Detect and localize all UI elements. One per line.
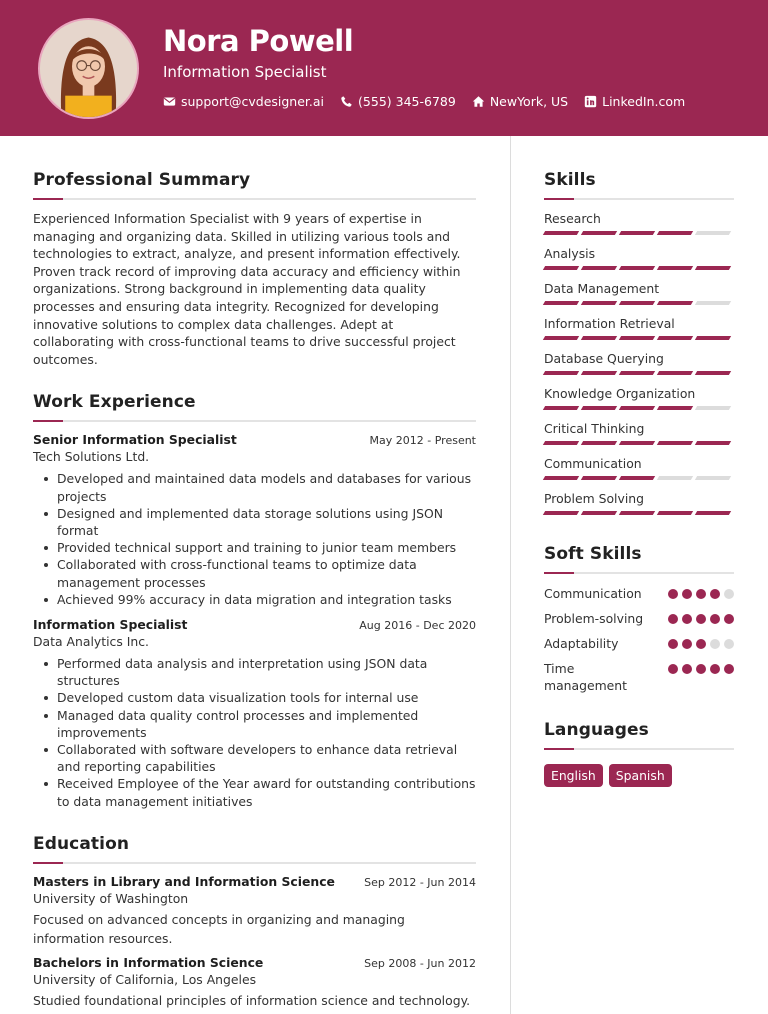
job-date: Aug 2016 - Dec 2020	[359, 618, 476, 632]
skill-level-segment	[619, 231, 655, 235]
skills-heading: Skills	[544, 170, 596, 190]
skill-level-bar	[544, 266, 734, 270]
summary-heading: Professional Summary	[33, 170, 251, 190]
soft-skill-rating	[668, 610, 734, 624]
education-description: Studied foundational principles of information science and technology.	[33, 992, 471, 1008]
skill-level-segment	[695, 301, 731, 305]
rating-dot	[696, 639, 706, 649]
main-column	[33, 170, 476, 1010]
skill-level-segment	[695, 406, 731, 410]
soft-skill-rating	[668, 660, 734, 674]
soft-skills-heading: Soft Skills	[544, 544, 642, 564]
skill-name: Problem Solving	[544, 491, 644, 506]
rating-dot	[682, 614, 692, 624]
contact-email[interactable]	[163, 94, 324, 109]
skill-level-segment	[657, 231, 693, 235]
candidate-name: Nora Powell	[163, 24, 354, 58]
skill-level-segment	[657, 406, 693, 410]
soft-skill-item	[544, 660, 734, 694]
rating-dot	[710, 614, 720, 624]
rating-dot	[668, 589, 678, 599]
skill-level-segment	[581, 406, 617, 410]
section-divider	[544, 572, 734, 574]
skill-level-bar	[544, 371, 734, 375]
education-school: University of Washington	[33, 890, 189, 906]
contact-phone[interactable]	[340, 94, 456, 109]
job-bullet: Received Employee of the Year award for outstanding contributions to data management initiatives	[43, 775, 476, 809]
rating-dot	[696, 614, 706, 624]
skill-level-bar	[544, 476, 734, 480]
skill-item	[544, 316, 734, 340]
skill-level-bar	[544, 441, 734, 445]
job-entry	[33, 617, 476, 810]
skill-name: Information Retrieval	[544, 316, 675, 331]
skill-item	[544, 421, 734, 445]
education-entry	[33, 955, 476, 1010]
contact-bar	[163, 94, 685, 109]
skill-level-segment	[657, 301, 693, 305]
skill-level-segment	[619, 336, 655, 340]
skill-level-segment	[581, 371, 617, 375]
job-bullet: Performed data analysis and interpretation using JSON data structures	[43, 655, 476, 689]
job-bullet: Developed and maintained data models and databases for various projects	[43, 470, 476, 504]
rating-dot	[696, 589, 706, 599]
profile-photo	[38, 18, 139, 119]
job-title: Information Specialist	[33, 616, 188, 632]
skill-level-segment	[657, 476, 693, 480]
rating-dot	[668, 614, 678, 624]
job-company: Tech Solutions Ltd.	[33, 449, 150, 465]
rating-dot	[724, 614, 734, 624]
job-date: May 2012 - Present	[369, 434, 476, 448]
contact-location	[472, 94, 568, 109]
skill-level-segment	[695, 371, 731, 375]
skills-section	[544, 170, 734, 515]
skill-name: Data Management	[544, 281, 660, 296]
section-divider	[33, 862, 476, 864]
home-icon	[472, 95, 485, 108]
job-bullet: Achieved 99% accuracy in data migration and integration tasks	[43, 591, 476, 608]
skill-level-segment	[543, 511, 579, 515]
skill-level-segment	[581, 511, 617, 515]
job-bullet: Managed data quality control processes and implemented improvements	[43, 707, 476, 741]
skill-level-segment	[543, 231, 579, 235]
skills-list	[544, 211, 734, 515]
skill-level-segment	[695, 266, 731, 270]
rating-dot	[710, 639, 720, 649]
education-date: Sep 2012 - Jun 2014	[364, 875, 476, 889]
education-description: Focused on advanced concepts in organizing and managing information resources.	[33, 911, 405, 946]
skill-level-segment	[619, 266, 655, 270]
contact-location-text: NewYork, US	[489, 94, 569, 109]
phone-icon	[340, 95, 353, 108]
rating-dot	[724, 664, 734, 674]
skill-item	[544, 491, 734, 515]
linkedin-icon	[584, 95, 597, 108]
education-degree: Bachelors in Information Science	[33, 954, 264, 970]
language-tags	[544, 764, 734, 787]
soft-skill-name: Time management	[544, 661, 628, 693]
experience-heading: Work Experience	[33, 392, 196, 413]
skill-level-segment	[657, 336, 693, 340]
skill-item	[544, 351, 734, 375]
job-bullet: Collaborated with cross-functional teams to optimize data management processes	[43, 556, 476, 590]
skill-level-segment	[619, 406, 655, 410]
skill-level-segment	[581, 336, 617, 340]
languages-section	[544, 720, 734, 787]
skill-level-segment	[543, 441, 579, 445]
section-divider	[544, 748, 734, 750]
skill-level-segment	[619, 371, 655, 375]
skill-level-segment	[619, 511, 655, 515]
skill-level-segment	[657, 266, 693, 270]
profile-photo-image	[40, 20, 137, 117]
skill-level-segment	[695, 231, 731, 235]
experience-section	[33, 392, 476, 809]
job-bullets	[43, 470, 476, 608]
education-entry	[33, 874, 476, 948]
soft-skills-list	[544, 574, 734, 694]
skill-level-segment	[543, 406, 579, 410]
rating-dot	[724, 589, 734, 599]
section-divider	[544, 198, 734, 200]
summary-section	[33, 170, 476, 368]
skill-item	[544, 246, 734, 270]
skill-level-segment	[543, 371, 579, 375]
contact-linkedin-text: LinkedIn.com	[602, 94, 686, 109]
soft-skill-name: Problem-solving	[544, 611, 644, 626]
skill-level-segment	[581, 231, 617, 235]
skill-item	[544, 281, 734, 305]
job-bullets	[43, 655, 476, 810]
skill-name: Knowledge Organization	[544, 386, 696, 401]
skill-name: Communication	[544, 456, 642, 471]
skill-name: Research	[544, 211, 601, 226]
skill-item	[544, 456, 734, 480]
candidate-title: Information Specialist	[163, 63, 327, 81]
skill-item	[544, 211, 734, 235]
rating-dot	[696, 664, 706, 674]
skill-level-segment	[657, 511, 693, 515]
skill-name: Analysis	[544, 246, 596, 261]
skill-level-segment	[581, 441, 617, 445]
skill-level-bar	[544, 231, 734, 235]
rating-dot	[668, 639, 678, 649]
skill-level-segment	[543, 266, 579, 270]
skill-level-segment	[543, 476, 579, 480]
rating-dot	[682, 639, 692, 649]
skill-level-segment	[543, 336, 579, 340]
summary-text: Experienced Information Specialist with 9 years of expertise in managing and organizing data. Skilled in utilizing various tools and technologies to extract, analyze, and present information effectively. Proven track record of improving data accuracy and efficiency within organizations. Strong background in implementing data quality processes and ensuring data integrity. Recognized for developing innovative solutions to complex data challenges. Adept at collaborating with cross-functional teams to drive successful project outcomes.	[33, 211, 461, 367]
skill-level-segment	[657, 441, 693, 445]
soft-skill-item	[544, 635, 734, 652]
skill-level-segment	[581, 301, 617, 305]
job-bullet: Developed custom data visualization tools for internal use	[43, 689, 476, 706]
education-degree: Masters in Library and Information Science	[33, 873, 335, 889]
skill-level-segment	[619, 441, 655, 445]
skill-name: Critical Thinking	[544, 421, 645, 436]
education-school: University of California, Los Angeles	[33, 971, 257, 987]
envelope-icon	[163, 95, 176, 108]
job-bullet: Collaborated with software developers to enhance data retrieval and reporting capabilities	[43, 741, 476, 775]
column-divider	[510, 136, 511, 1014]
skill-level-segment	[543, 301, 579, 305]
rating-dot	[682, 589, 692, 599]
soft-skill-rating	[668, 585, 734, 599]
skill-level-bar	[544, 406, 734, 410]
rating-dot	[710, 589, 720, 599]
soft-skill-rating	[668, 635, 734, 649]
soft-skills-section	[544, 544, 734, 694]
soft-skill-item	[544, 610, 734, 627]
languages-heading: Languages	[544, 720, 649, 740]
skill-level-bar	[544, 336, 734, 340]
section-divider	[33, 198, 476, 200]
skill-level-segment	[581, 476, 617, 480]
language-tag: English	[544, 764, 603, 787]
skill-level-segment	[695, 336, 731, 340]
job-bullet: Provided technical support and training to junior team members	[43, 539, 476, 556]
skill-level-bar	[544, 511, 734, 515]
soft-skill-name: Adaptability	[544, 636, 619, 651]
soft-skill-name: Communication	[544, 586, 642, 601]
contact-email-text: support@cvdesigner.ai	[181, 94, 325, 109]
rating-dot	[710, 664, 720, 674]
job-entry	[33, 432, 476, 608]
contact-linkedin[interactable]	[584, 94, 685, 109]
skill-level-segment	[695, 476, 731, 480]
rating-dot	[724, 639, 734, 649]
job-company: Data Analytics Inc.	[33, 633, 149, 649]
skill-level-segment	[619, 301, 655, 305]
job-bullet: Designed and implemented data storage solutions using JSON format	[43, 505, 476, 539]
section-divider	[33, 420, 476, 422]
rating-dot	[682, 664, 692, 674]
education-section	[33, 834, 476, 1010]
education-date: Sep 2008 - Jun 2012	[364, 956, 476, 970]
skill-item	[544, 386, 734, 410]
job-title: Senior Information Specialist	[33, 432, 237, 448]
contact-phone-text: (555) 345-6789	[358, 94, 456, 109]
soft-skill-item	[544, 585, 734, 602]
language-tag: Spanish	[609, 764, 672, 787]
skill-level-segment	[695, 441, 731, 445]
skill-level-segment	[695, 511, 731, 515]
skill-level-bar	[544, 301, 734, 305]
skill-level-segment	[619, 476, 655, 480]
sidebar-column	[544, 170, 734, 787]
skill-level-segment	[581, 266, 617, 270]
education-heading: Education	[33, 833, 130, 854]
skill-name: Database Querying	[544, 351, 664, 366]
header-banner	[0, 0, 768, 136]
skill-level-segment	[657, 371, 693, 375]
rating-dot	[668, 664, 678, 674]
